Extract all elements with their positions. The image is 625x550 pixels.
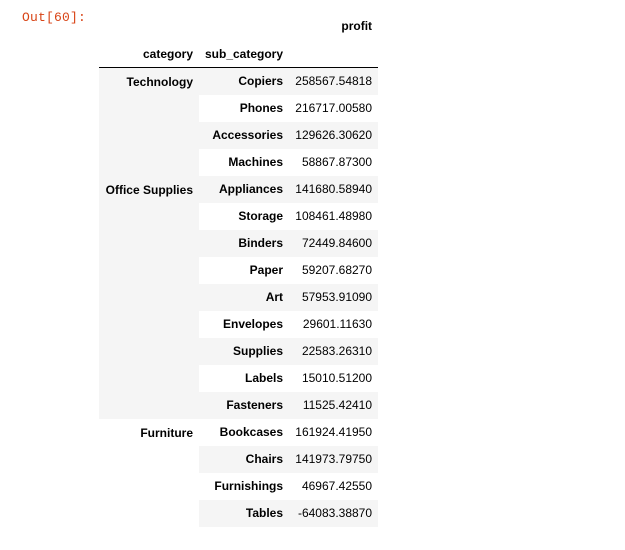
output-prompt: Out[60]: xyxy=(22,10,87,25)
sub-category-cell: Furnishings xyxy=(199,473,289,500)
profit-cell: 59207.68270 xyxy=(289,257,378,284)
category-cell: Technology xyxy=(99,68,199,176)
profit-cell: 11525.42410 xyxy=(289,392,378,419)
sub-category-cell: Paper xyxy=(199,257,289,284)
sub-category-cell: Binders xyxy=(199,230,289,257)
category-cell: Furniture xyxy=(99,419,199,527)
header-row-columns xyxy=(99,12,378,40)
profit-cell: 46967.42550 xyxy=(289,473,378,500)
table-body xyxy=(99,68,378,527)
profit-cell: 15010.51200 xyxy=(289,365,378,392)
header-row-index-names xyxy=(99,40,378,68)
table-header xyxy=(99,12,378,68)
profit-cell: 141680.58940 xyxy=(289,176,378,203)
profit-cell: 108461.48980 xyxy=(289,203,378,230)
profit-cell: 161924.41950 xyxy=(289,419,378,446)
column-header-profit: profit xyxy=(289,12,378,40)
header-blank xyxy=(99,12,199,40)
profit-cell: -64083.38870 xyxy=(289,500,378,527)
header-blank xyxy=(199,12,289,40)
sub-category-cell: Supplies xyxy=(199,338,289,365)
table-row xyxy=(99,419,378,446)
profit-cell: 216717.00580 xyxy=(289,95,378,122)
index-name-sub-category: sub_category xyxy=(199,40,289,68)
sub-category-cell: Storage xyxy=(199,203,289,230)
table-row xyxy=(99,176,378,203)
sub-category-cell: Accessories xyxy=(199,122,289,149)
dataframe-table xyxy=(99,12,378,527)
sub-category-cell: Tables xyxy=(199,500,289,527)
sub-category-cell: Chairs xyxy=(199,446,289,473)
sub-category-cell: Appliances xyxy=(199,176,289,203)
profit-cell: 141973.79750 xyxy=(289,446,378,473)
profit-cell: 22583.26310 xyxy=(289,338,378,365)
sub-category-cell: Fasteners xyxy=(199,392,289,419)
profit-cell: 58867.87300 xyxy=(289,149,378,176)
sub-category-cell: Art xyxy=(199,284,289,311)
profit-cell: 258567.54818 xyxy=(289,68,378,95)
category-cell: Office Supplies xyxy=(99,176,199,419)
profit-cell: 57953.91090 xyxy=(289,284,378,311)
sub-category-cell: Envelopes xyxy=(199,311,289,338)
index-name-category: category xyxy=(99,40,199,68)
header-blank xyxy=(289,40,378,68)
sub-category-cell: Machines xyxy=(199,149,289,176)
sub-category-cell: Bookcases xyxy=(199,419,289,446)
profit-cell: 129626.30620 xyxy=(289,122,378,149)
sub-category-cell: Labels xyxy=(199,365,289,392)
sub-category-cell: Copiers xyxy=(199,68,289,95)
profit-cell: 72449.84600 xyxy=(289,230,378,257)
profit-cell: 29601.11630 xyxy=(289,311,378,338)
sub-category-cell: Phones xyxy=(199,95,289,122)
table-row xyxy=(99,68,378,95)
